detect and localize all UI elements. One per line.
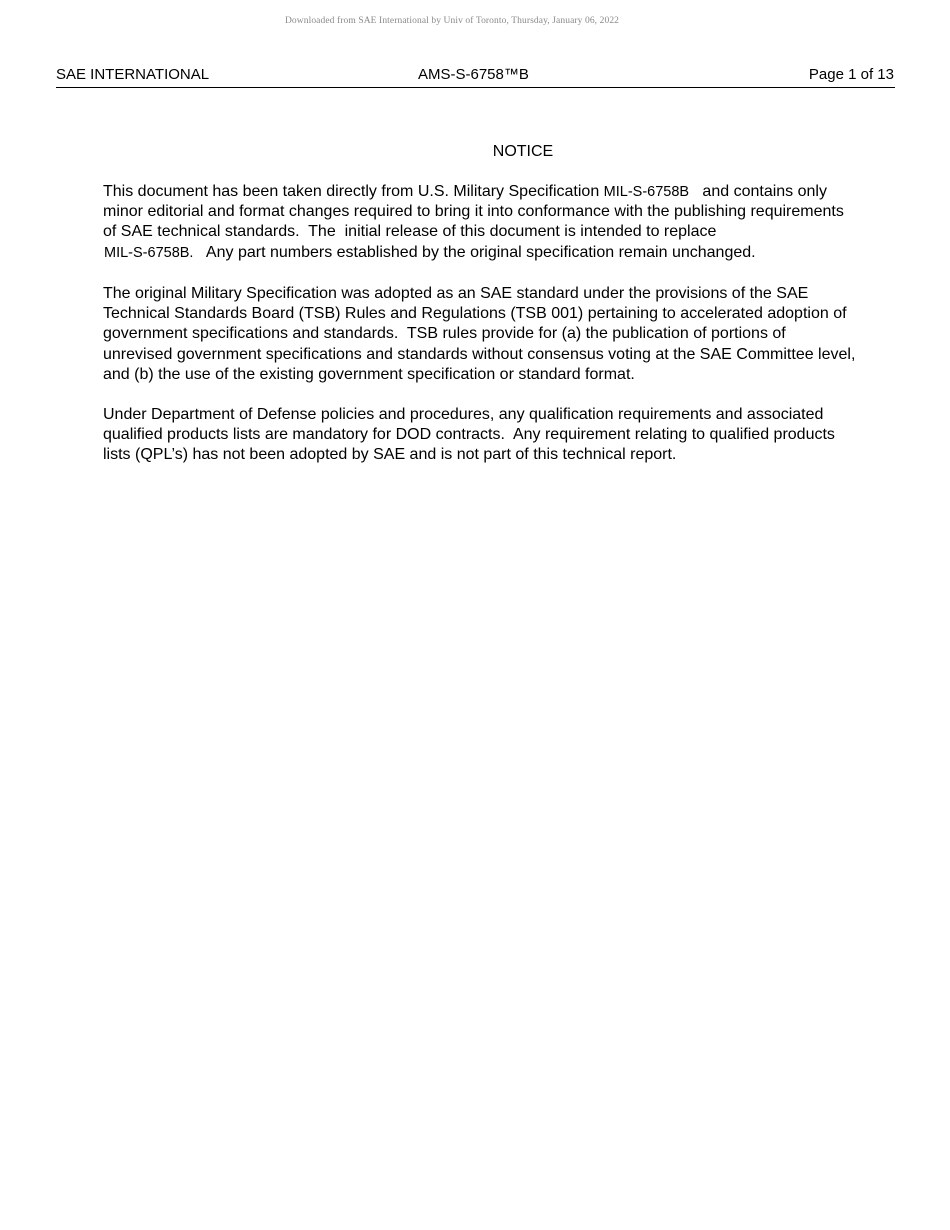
paragraph-line: government specifications and standards. TSB rules provide for (a) the publication of portions of	[103, 325, 786, 343]
paragraph-line: of SAE technical standards. The initial release of this document is intended to replace	[103, 223, 717, 241]
notice-title: NOTICE	[492, 143, 554, 160]
paragraph-line: lists (QPL’s) has not been adopted by SAE and is not part of this technical report.	[103, 446, 677, 464]
text-segment: This document has been taken directly from U.S. Military Specification	[103, 183, 604, 200]
paragraph-line: The original Military Specification was adopted as an SAE standard under the provisions of the SAE	[103, 285, 809, 302]
header-document-number: AMS-S-6758™B	[418, 66, 529, 83]
notice-paragraph-3	[103, 405, 899, 466]
header-page-number: Page 1 of 13	[808, 66, 894, 83]
paragraph-line: Technical Standards Board (TSB) Rules and Regulations (TSB 001) pertaining to accelerated adoption of	[103, 305, 847, 323]
paragraph-line: qualified products lists are mandatory for DOD contracts. Any requirement relating to qualified products	[103, 426, 835, 444]
paragraph-line	[103, 243, 899, 263]
download-watermark: Downloaded from SAE International by Univ of Toronto, Thursday, January 06, 2022	[284, 16, 620, 26]
text-segment: Any part numbers established by the original specification remain unchanged.	[193, 243, 756, 261]
page-header	[56, 66, 895, 88]
paragraph-line: minor editorial and format changes required to bring it into conformance with the publishing requirements	[103, 203, 844, 221]
paragraph-line: Under Department of Defense policies and procedures, any qualification requirements and associated	[103, 406, 824, 423]
paragraph-line	[103, 182, 899, 202]
text-segment: and contains only	[689, 183, 827, 200]
notice-paragraph-2	[103, 284, 899, 385]
spec-reference: MIL-S-6758B.	[104, 244, 194, 261]
paragraph-line: unrevised government specifications and standards without consensus voting at the SAE Committee level,	[103, 345, 856, 363]
notice-paragraph-1	[103, 182, 899, 263]
spec-reference: MIL-S-6758B	[603, 184, 690, 200]
paragraph-line: and (b) the use of the existing government specification or standard format.	[103, 365, 635, 383]
header-organization: SAE INTERNATIONAL	[56, 66, 210, 83]
